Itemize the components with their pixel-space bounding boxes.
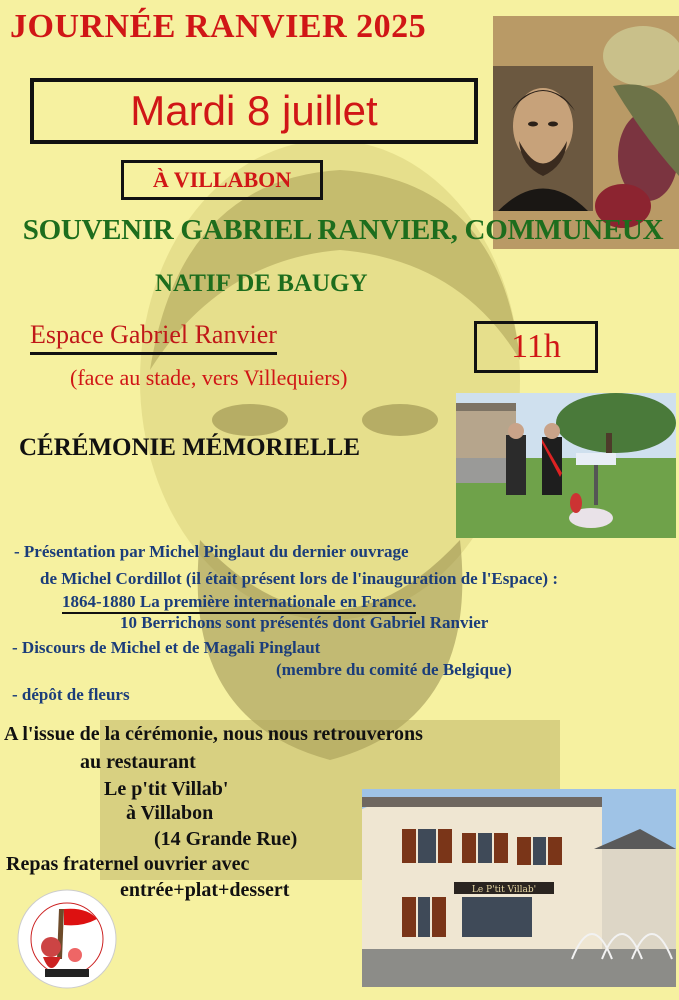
restaurant-sign-text: Le P'tit Villab' — [471, 885, 537, 895]
program-line: (membre du comité de Belgique) — [276, 660, 512, 679]
after-line: Repas fraternel ouvrier avec — [6, 853, 250, 875]
association-logo — [17, 889, 117, 989]
program-line: 10 Berrichons sont présentés dont Gabriel Ranvier — [120, 613, 489, 632]
program-line: - Présentation par Michel Pinglaut du dernier ouvrage — [14, 542, 409, 561]
venue-directions: (face au stade, vers Villequiers) — [70, 365, 348, 390]
commune-logo-image — [17, 889, 117, 989]
event-time: 11h — [511, 328, 561, 365]
location-box — [121, 160, 323, 200]
restaurant-name: Le p'tit Villab' — [104, 778, 229, 800]
venue-name: Espace Gabriel Ranvier — [30, 320, 277, 355]
program-line: de Michel Cordillot (il était présent lors de l'inauguration de l'Espace) : — [40, 569, 558, 588]
memorial-photo-image — [456, 393, 676, 538]
program-line: - Discours de Michel et de Magali Pinglaut — [12, 638, 321, 657]
program-line: - dépôt de fleurs — [12, 685, 130, 704]
location-label: À VILLABON — [152, 167, 292, 192]
ceremony-heading: CÉRÉMONIE MÉMORIELLE — [19, 434, 361, 461]
menu-line: entrée+plat+dessert — [120, 879, 290, 901]
restaurant-photo-image — [362, 789, 676, 987]
time-box — [474, 321, 598, 373]
page-title: JOURNÉE RANVIER 2025 — [10, 8, 427, 45]
after-line: au restaurant — [80, 751, 196, 773]
restaurant-address: (14 Grande Rue) — [154, 828, 298, 850]
memorial-photo — [456, 393, 676, 538]
date-box — [30, 78, 478, 144]
natif-subheading: NATIF DE BAUGY — [155, 270, 368, 297]
after-line: à Villabon — [126, 802, 214, 824]
event-date: Mardi 8 juillet — [130, 87, 378, 134]
restaurant-photo — [362, 789, 676, 987]
after-line: A l'issue de la cérémonie, nous nous retrouverons — [4, 723, 423, 745]
book-title: 1864-1880 La première internationale en France. — [62, 592, 416, 614]
souvenir-heading: SOUVENIR GABRIEL RANVIER, COMMUNEUX — [22, 214, 664, 246]
